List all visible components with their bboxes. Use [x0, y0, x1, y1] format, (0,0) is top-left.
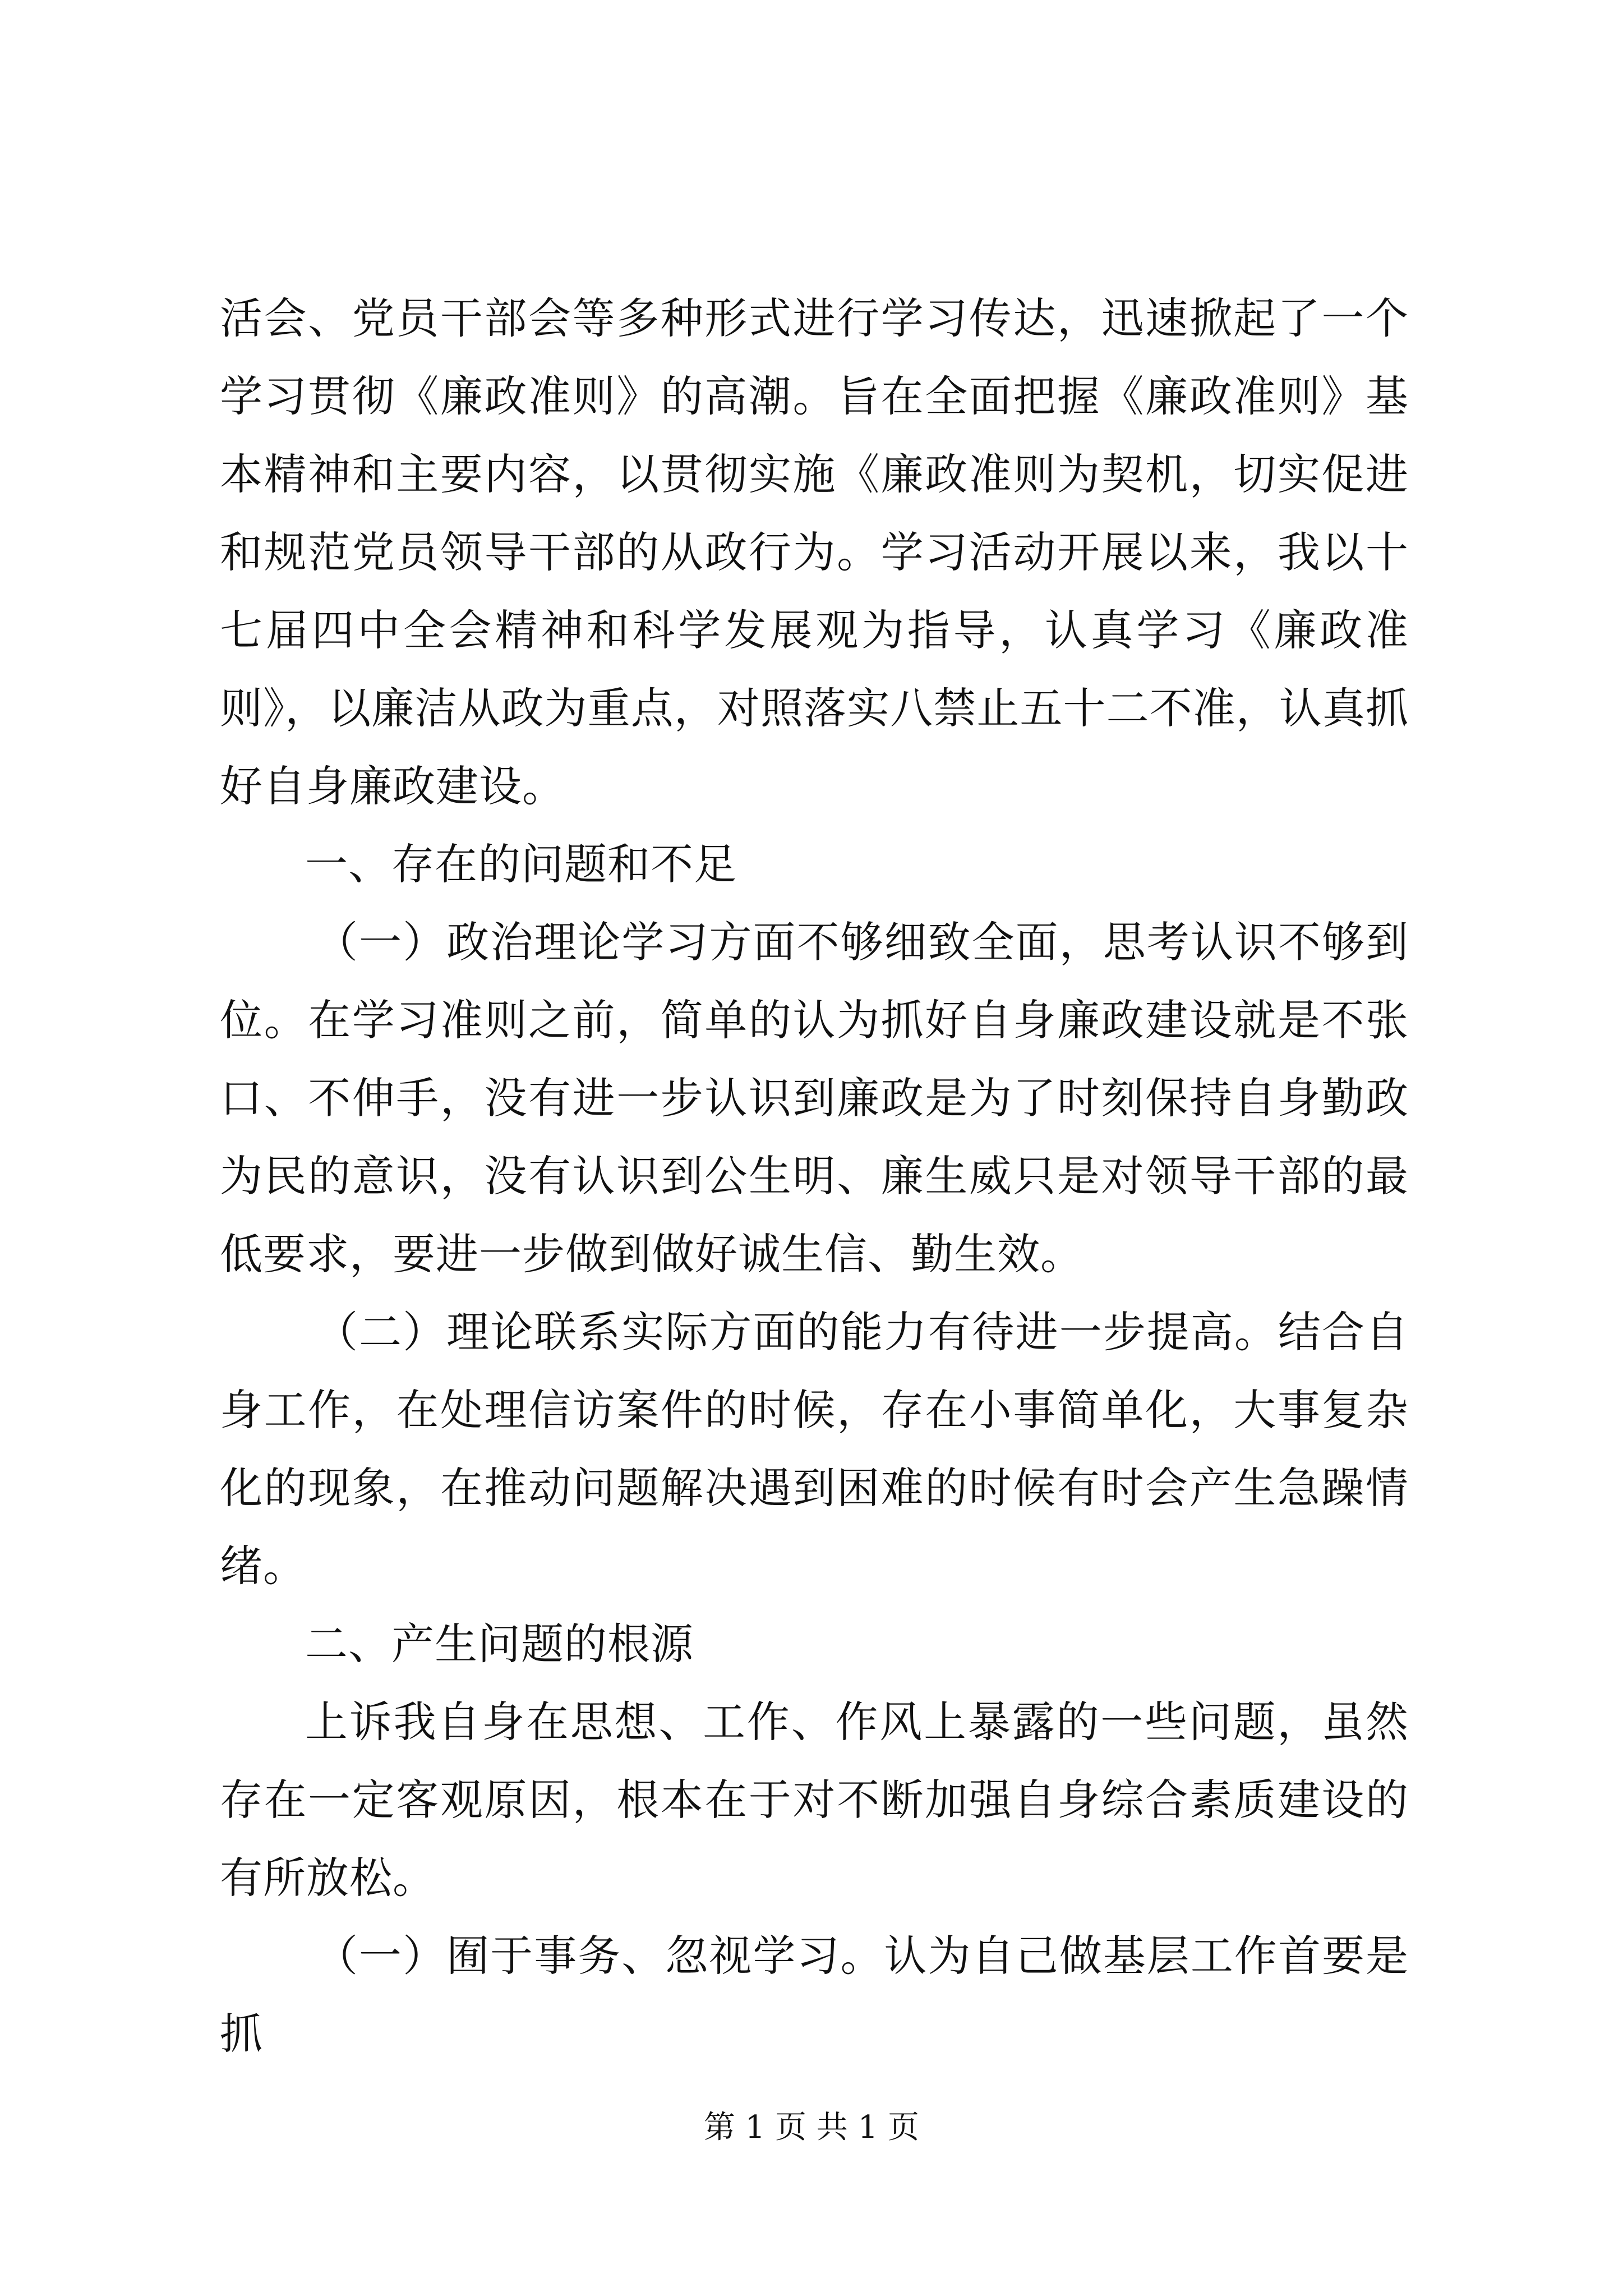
- page-footer: 第 1 页 共 1 页: [703, 2109, 920, 2146]
- paragraph-problem-1: （一）政治理论学习方面不够细致全面，思考认识不够到位。在学习准则之前，简单的认为抓好自身廉政建设就是不张口、不伸手，没有进一步认识到廉政是为了时刻保持自身勤政为民的意识，没有认识到公生明、廉生威只是对领导干部的最低要求，要进一步做到做好诚生信、勤生效。: [220, 917, 1409, 1279]
- paragraph-intro-continued: 活会、党员干部会等多种形式进行学习传达，迅速掀起了一个学习贯彻《廉政准则》的高潮。旨在全面把握《廉政准则》基本精神和主要内容，以贯彻实施《廉政准则为契机，切实促进和规范党员领导干部的从政行为。学习活动开展以来，我以十七届四中全会精神和科学发展观为指导，认真学习《廉政准则》，以廉洁从政为重点，对照落实八禁止五十二不准，认真抓好自身廉政建设。: [220, 293, 1409, 811]
- paragraph-root-causes-intro: 上诉我自身在思想、工作、作风上暴露的一些问题，虽然存在一定客观原因，根本在于对不断加强自身综合素质建设的有所放松。: [220, 1697, 1409, 1903]
- paragraph-root-cause-1: （一）囿于事务、忽视学习。认为自己做基层工作首要是抓: [220, 1931, 1409, 2059]
- paragraph-problem-2: （二）理论联系实际方面的能力有待进一步提高。结合自身工作，在处理信访案件的时候，存在小事简单化，大事复杂化的现象，在推动问题解决遇到困难的时候有时会产生急躁情绪。: [220, 1307, 1409, 1591]
- document-body: [220, 279, 1409, 2073]
- section-heading-problems: 一、存在的问题和不足: [305, 839, 737, 889]
- section-heading-root-causes: 二、产生问题的根源: [305, 1619, 694, 1669]
